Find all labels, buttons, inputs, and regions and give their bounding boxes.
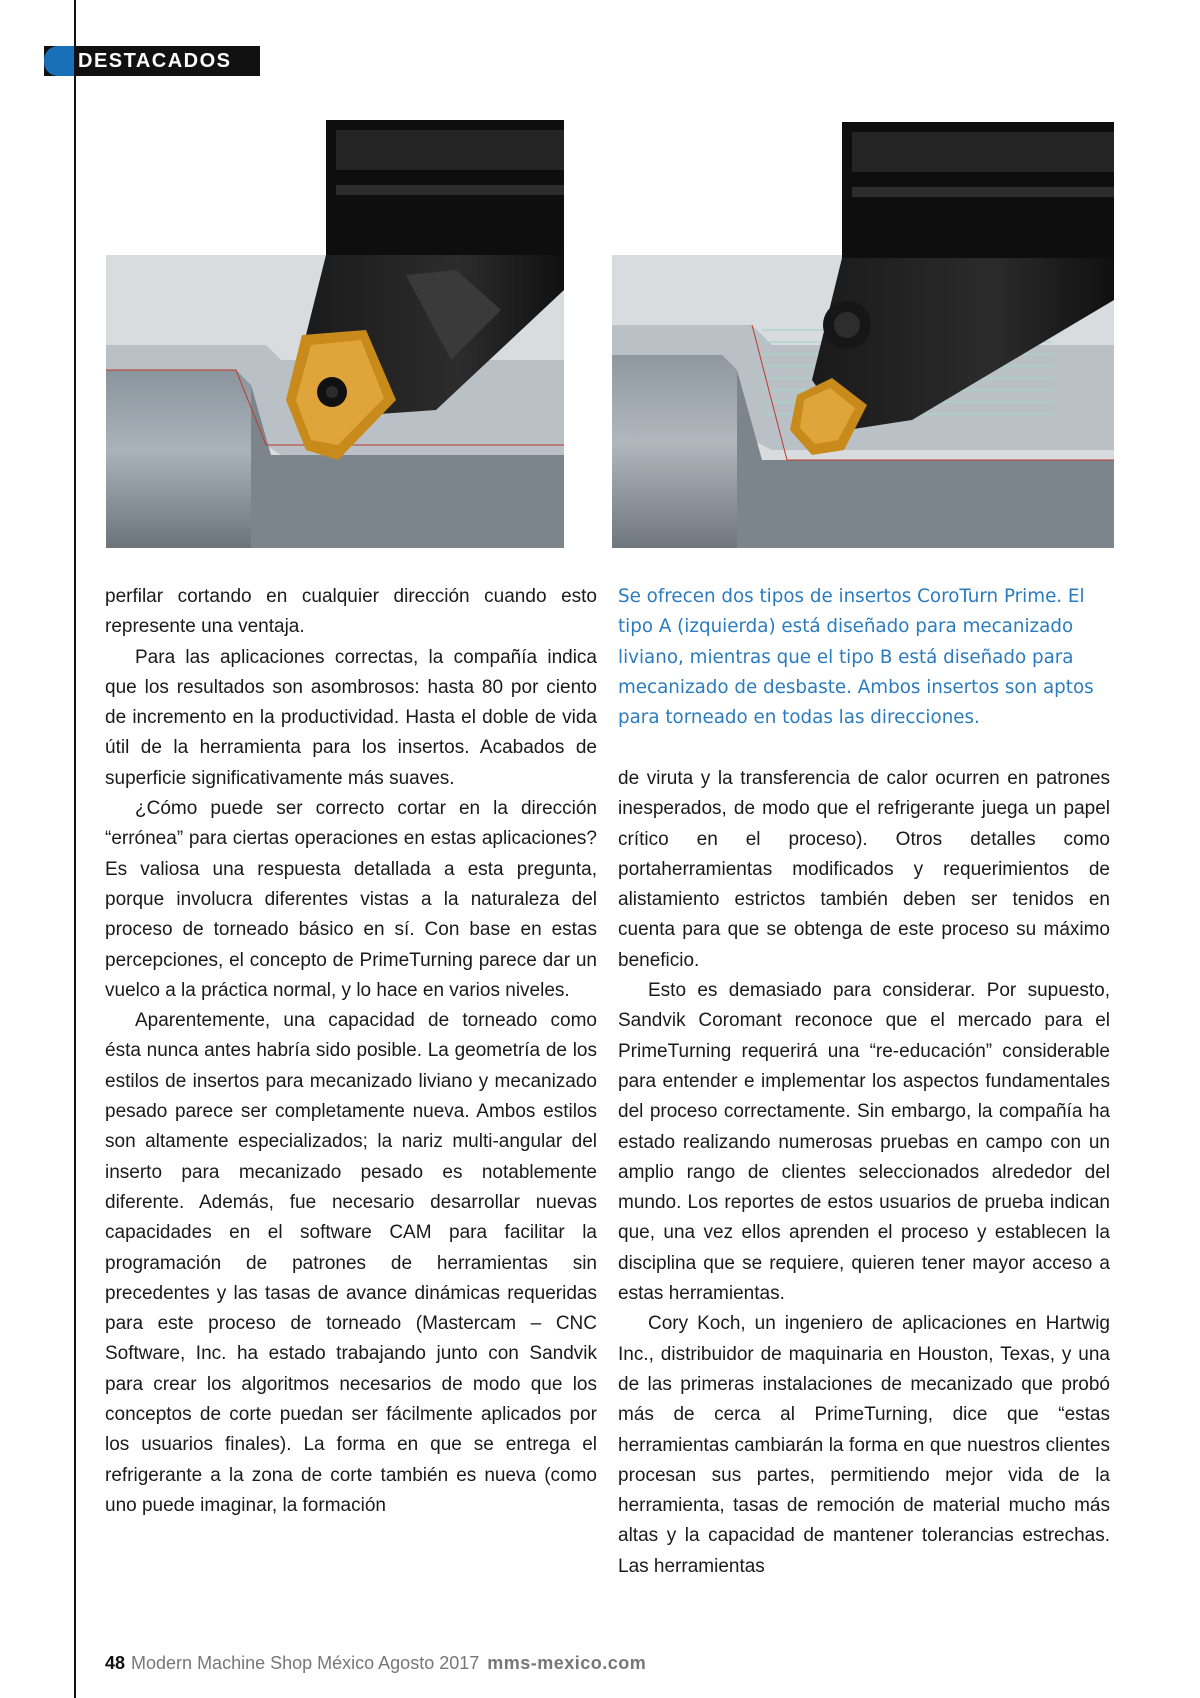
website-link[interactable]: mms-mexico.com (487, 1653, 647, 1673)
publication-info: Modern Machine Shop México Agosto 2017 (131, 1653, 480, 1673)
turning-insert-type-a-photo (106, 0, 564, 548)
page-footer (105, 1653, 646, 1674)
article-right-column (618, 764, 1110, 1582)
section-label: DESTACADOS (78, 49, 232, 72)
article-paragraph: Esto es demasiado para considerar. Por supuesto, Sandvik Coromant reconoce que el mercado para el PrimeTurning requerirá una “re-educación” considerable para entender e implementar los aspectos fundamentales del proceso correctamente. Sin embargo, la compañía ha estado realizando numerosas pruebas en campo con un amplio rango de clientes seleccionados alrededor del mundo. Los reportes de estos usuarios de prueba indican que, una vez ellos aprenden el proceso y establecen la disciplina que se requiere, quieren tener mayor acceso a estas herramientas. (618, 980, 1110, 1305)
page-number: 48 (105, 1653, 126, 1673)
article-paragraph: Aparentemente, una capacidad de torneado como ésta nunca antes habría sido posible. La geometría de los estilos de insertos para mecanizado liviano y mecanizado pesado parece ser completamente nueva. Ambos estilos son altamente especializados; la nariz multi-angular del inserto para mecanizado pesado es notablemente diferente. Además, fue necesario desarrollar nuevas capacidades en el software CAM para facilitar la programación de patrones de herramientas sin precedentes y las tasas de avance dinámicas requeridas para este proceso de torneado (Mastercam – CNC Software, Inc. ha estado trabajando junto con Sandvik para crear los algoritmos necesarios de modo que los conceptos de corte puedan ser fácilmente aplicados por los usuarios finales). La forma en que se entrega el refrigerante a la zona de corte también es nueva (como uno puede imaginar, la formación (105, 1010, 597, 1516)
page-margin-rule (74, 0, 76, 1698)
figure-caption: Se ofrecen dos tipos de insertos CoroTurn Prime. El tipo A (izquierda) está diseñado para mecanizado liviano, mientras que el tipo B está diseñado para mecanizado de desbaste. Ambos insertos son aptos para torneado en todas las direcciones. (618, 586, 1094, 729)
article-paragraph: ¿Cómo puede ser correcto cortar en la dirección “errónea” para ciertas operaciones en estas aplicaciones? Es valiosa una respuesta detallada a esta pregunta, porque involucra diferentes vistas a la naturaleza del proceso de torneado básico en sí. Con base en estas percepciones, el concepto de PrimeTurning parece dar un vuelco a la práctica normal, y lo hace en varios niveles. (105, 798, 597, 1001)
article-paragraph: Para las aplicaciones correctas, la compañía indica que los resultados son asombrosos: hasta 80 por ciento de incremento en la productividad. Hasta el doble de vida útil de la herramienta para los insertos. Acabados de superficie significativamente más suaves. (105, 646, 597, 789)
turning-insert-type-b-photo (612, 0, 1114, 548)
article-paragraph: perfilar cortando en cualquier dirección cuando esto represente una ventaja. (105, 586, 597, 638)
article-left-column (105, 582, 597, 1521)
article-paragraph: Cory Koch, un ingeniero de aplicaciones en Hartwig Inc., distribuidor de maquinaria en Houston, Texas, y una de las primeras instalaciones de mecanizado que probó más de cerca al PrimeTurning, dice que “estas herramientas cambiarán la forma en que nuestros clientes procesan sus partes, permitiendo mejor vida de la herramienta, tasas de remoción de material mucho más altas y la capacidad de mantener tolerancias estrechas. Las herramientas (618, 1313, 1110, 1577)
article-paragraph: de viruta y la transferencia de calor ocurren en patrones inesperados, de modo que el refrigerante juega un papel crítico en el proceso). Otros detalles como portaherramientas modificados y requerimientos de alistamiento estrictos también deben ser tenidos en cuenta para que se obtenga de este proceso su máximo beneficio. (618, 768, 1110, 971)
section-tab-accent (44, 46, 74, 76)
